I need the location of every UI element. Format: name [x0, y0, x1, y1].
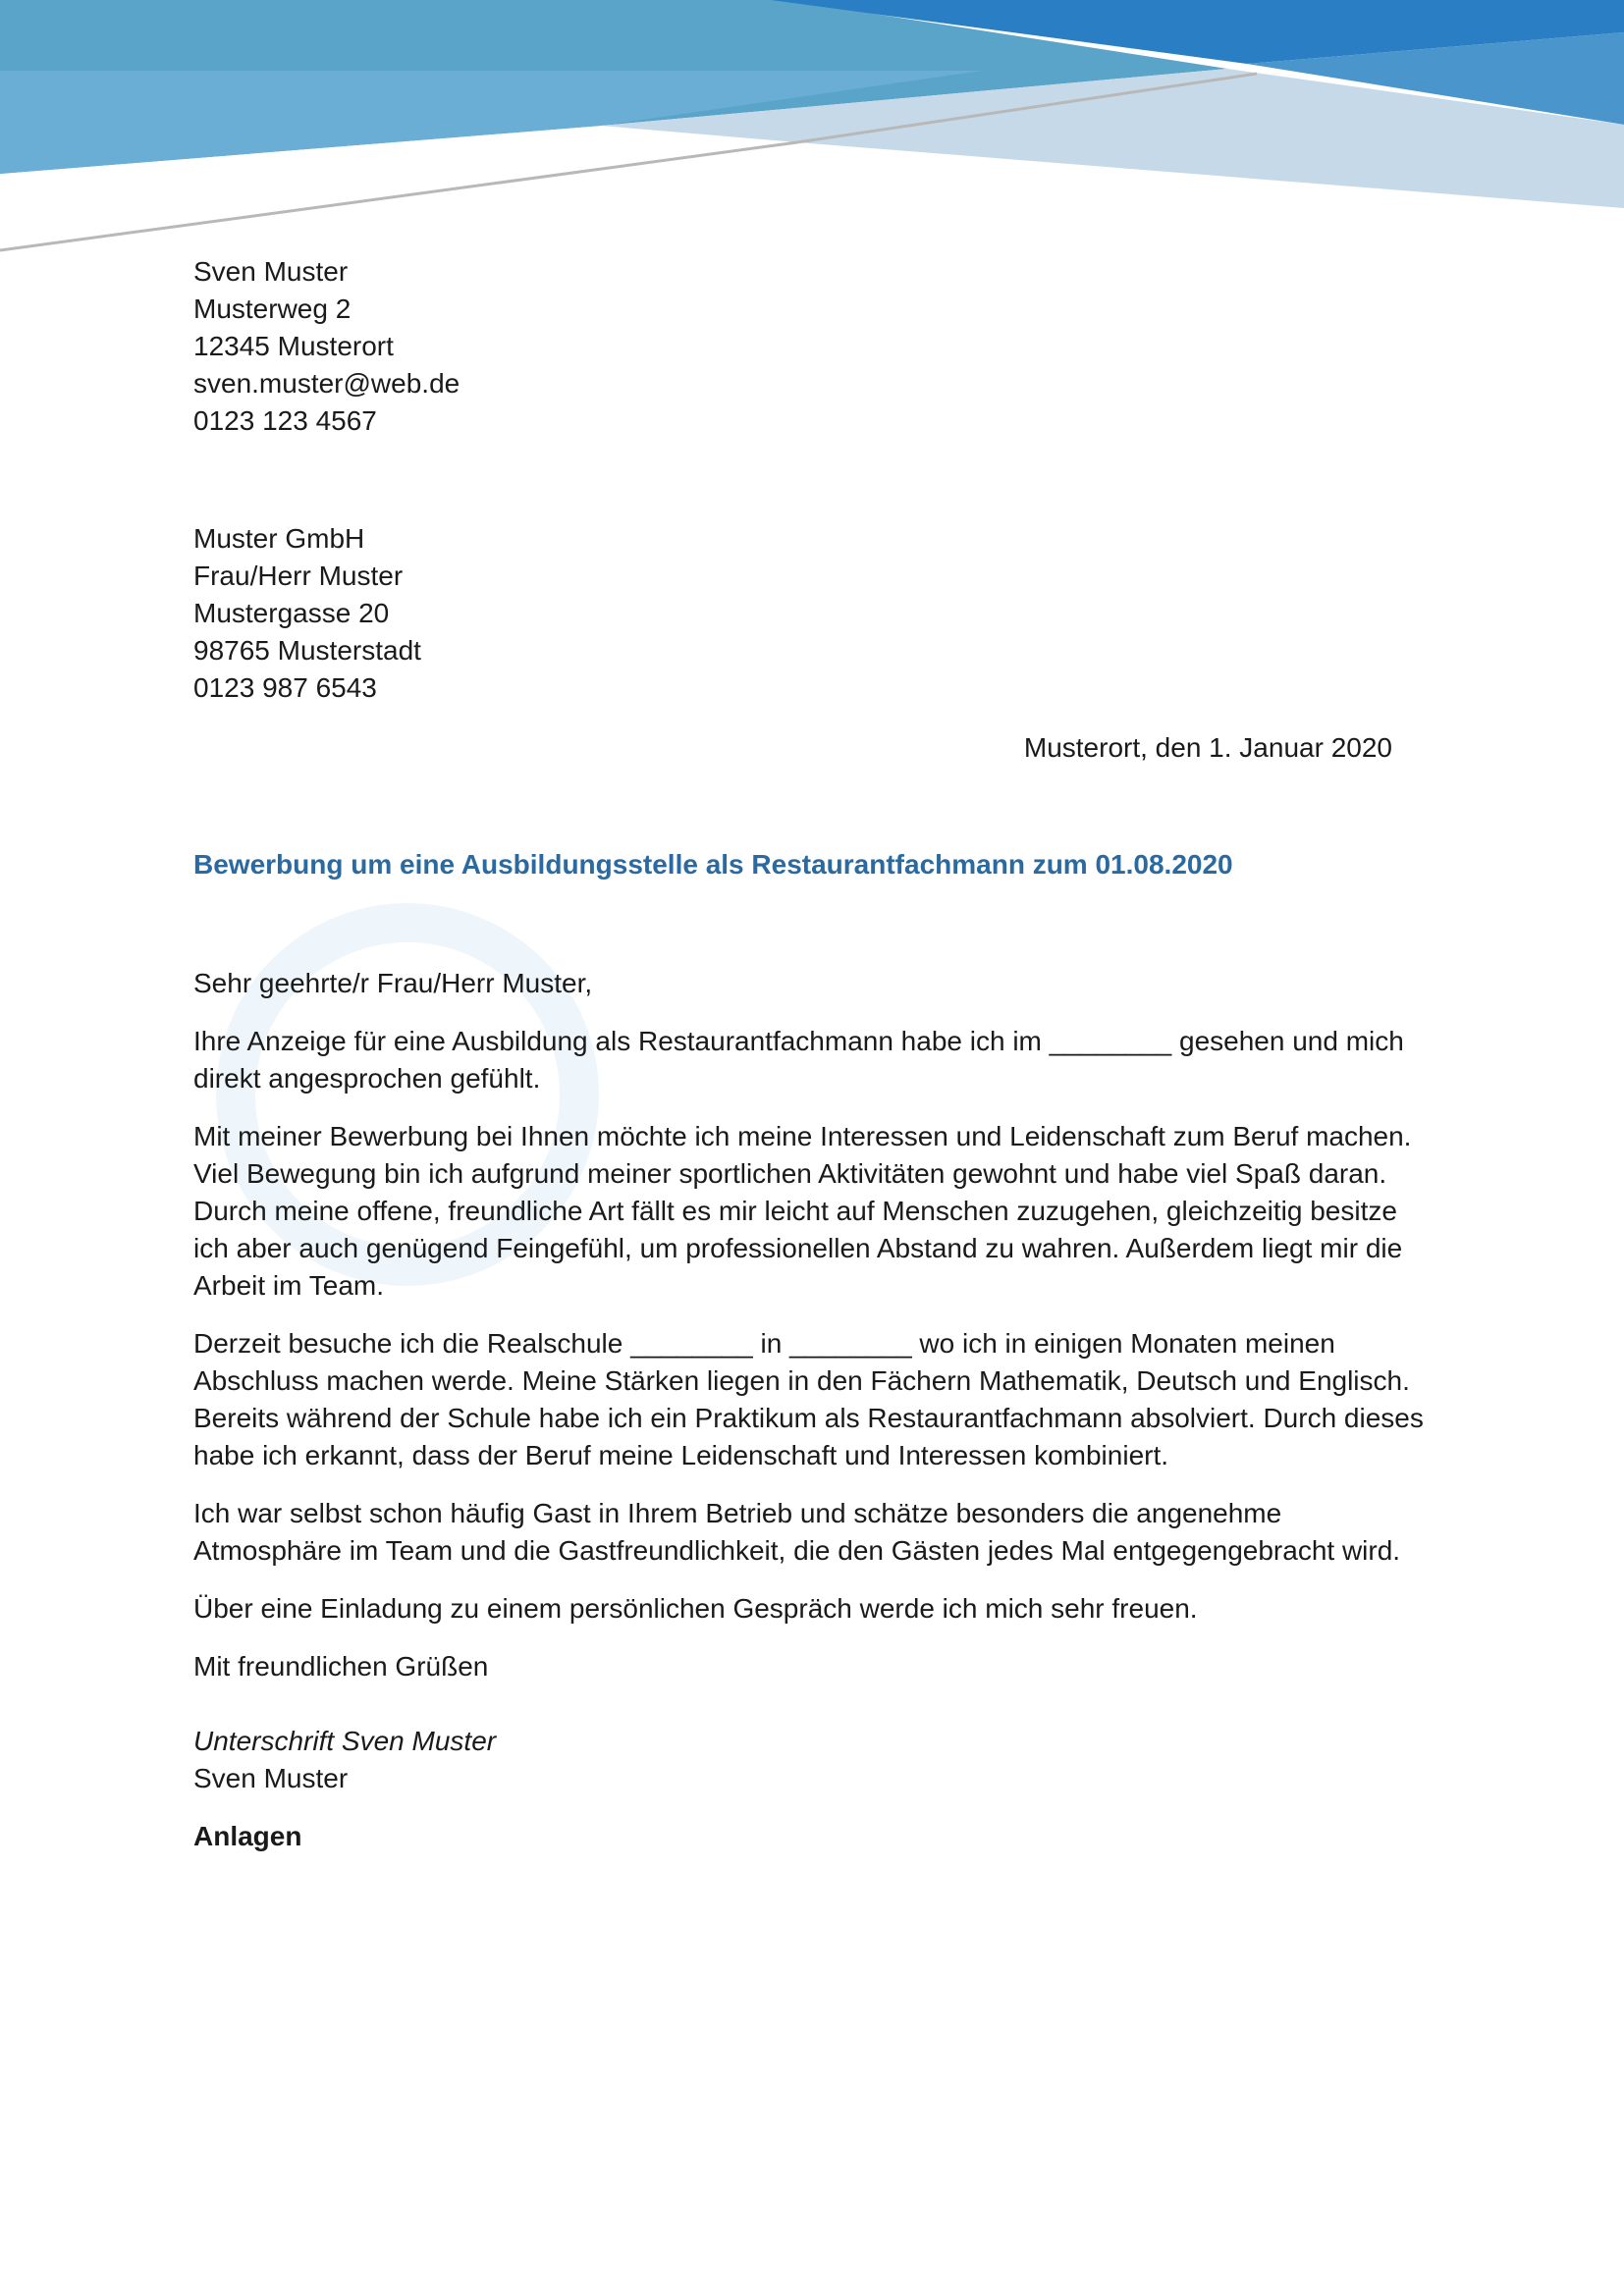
recipient-phone: 0123 987 6543: [193, 672, 377, 703]
recipient-city: 98765 Musterstadt: [193, 635, 421, 666]
recipient-address: [193, 520, 421, 707]
paragraph-2: Mit meiner Bewerbung bei Ihnen möchte ich meine Interessen und Leidenschaft zum Beruf machen. Viel Bewegung bin ich aufgrund meiner sportlichen Aktivitäten gewohnt und habe viel Spaß daran. Durch meine offene, freundliche Art fällt es mir leicht auf Menschen zuzugehen, gleichzeitig besitze ich aber auch genügend Feingefühl, um professionellen Abstand zu wahren. Außerdem liegt mir die Arbeit im Team.: [193, 1121, 1412, 1301]
letter-date: Musterort, den 1. Januar 2020: [1023, 732, 1392, 763]
sender-city: 12345 Musterort: [193, 331, 394, 361]
paragraph-5: Über eine Einladung zu einem persönlichen Gespräch werde ich mich sehr freuen.: [193, 1593, 1198, 1624]
attachments-label: Anlagen: [193, 1821, 302, 1851]
recipient-street: Mustergasse 20: [193, 598, 390, 628]
closing: Mit freundlichen Grüßen: [193, 1651, 489, 1682]
letter-body: [193, 965, 1433, 1876]
letter-subject: Bewerbung um eine Ausbildungsstelle als Restaurantfachmann zum 01.08.2020: [193, 849, 1233, 880]
salutation: Sehr geehrte/r Frau/Herr Muster,: [193, 968, 593, 998]
sender-street: Musterweg 2: [193, 294, 352, 324]
header-decoration: [0, 0, 1624, 265]
signature: Unterschrift Sven Muster: [193, 1726, 497, 1756]
sender-phone: 0123 123 4567: [193, 405, 377, 436]
sender-address: [193, 253, 460, 440]
paragraph-1: Ihre Anzeige für eine Ausbildung als Restaurantfachmann habe ich im ________ gesehen und mich direkt angesprochen gefühlt.: [193, 1026, 1404, 1094]
recipient-company: Muster GmbH: [193, 523, 365, 554]
signer-name: Sven Muster: [193, 1763, 349, 1793]
recipient-contact: Frau/Herr Muster: [193, 561, 404, 591]
paragraph-4: Ich war selbst schon häufig Gast in Ihrem Betrieb und schätze besonders die angenehme Atmosphäre im Team und die Gastfreundlichkeit, die den Gästen jedes Mal entgegengebracht wird.: [193, 1498, 1401, 1566]
sender-email: sven.muster@web.de: [193, 368, 460, 399]
sender-name: Sven Muster: [193, 256, 349, 287]
paragraph-3: Derzeit besuche ich die Realschule ________ in ________ wo ich in einigen Monaten meinen Abschluss machen werde. Meine Stärken liegen in den Fächern Mathematik, Deutsch und Englisch. Bereits während der Schule habe ich ein Praktikum als Restaurantfachmann absolviert. Durch dieses habe ich erkannt, dass der Beruf meine Leidenschaft und Interessen kombiniert.: [193, 1328, 1424, 1470]
